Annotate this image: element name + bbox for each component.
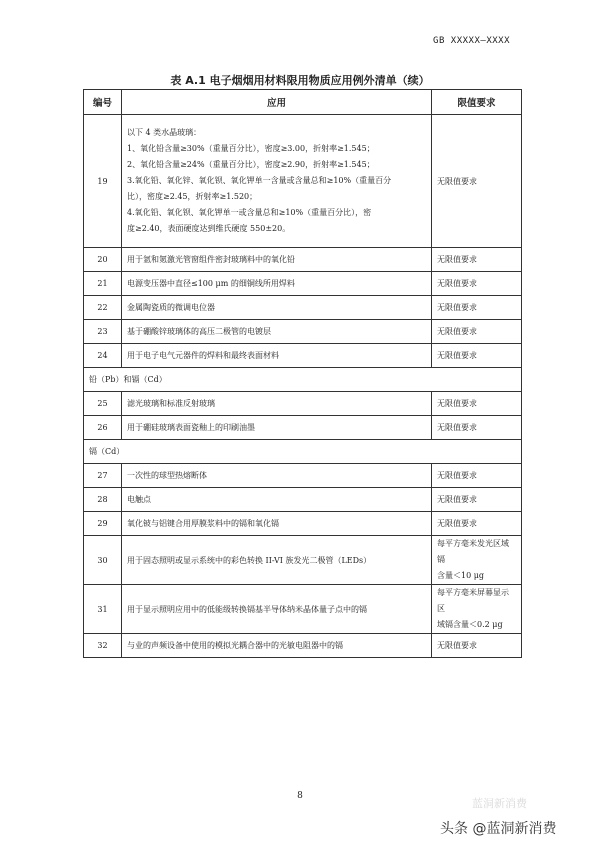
table-row bbox=[84, 634, 522, 658]
row-application: 基于硼酸锌玻璃体的高压二极管的电镀层 bbox=[122, 320, 432, 344]
table-header-row bbox=[84, 90, 522, 115]
table-row bbox=[84, 464, 522, 488]
group-header-row bbox=[84, 368, 522, 392]
row-number: 23 bbox=[84, 320, 122, 344]
row-application: 电源变压器中直径≤100 μm 的细铜线所用焊料 bbox=[122, 272, 432, 296]
row-number: 28 bbox=[84, 488, 122, 512]
table-row bbox=[84, 416, 522, 440]
row-number: 32 bbox=[84, 634, 122, 658]
row-application bbox=[122, 115, 432, 248]
table-row bbox=[84, 248, 522, 272]
table-row bbox=[84, 512, 522, 536]
row-number: 30 bbox=[84, 536, 122, 585]
table-row bbox=[84, 320, 522, 344]
col-header-number: 编号 bbox=[84, 90, 122, 115]
table-row bbox=[84, 536, 522, 585]
row-number: 26 bbox=[84, 416, 122, 440]
row-number: 29 bbox=[84, 512, 122, 536]
table-row bbox=[84, 296, 522, 320]
table-row bbox=[84, 585, 522, 634]
row-number: 20 bbox=[84, 248, 122, 272]
table-row bbox=[84, 488, 522, 512]
limit-line: 含量＜10 μg bbox=[437, 571, 485, 580]
table-row bbox=[84, 115, 522, 248]
limit-line: 每平方毫米发光区域镉 bbox=[437, 539, 509, 564]
row-limit: 无限值要求 bbox=[432, 248, 522, 272]
row-limit: 无限值要求 bbox=[432, 115, 522, 248]
group-label-cadmium: 镉（Cd） bbox=[84, 440, 522, 464]
row-limit bbox=[432, 536, 522, 585]
page-number: 8 bbox=[297, 791, 303, 801]
row-limit: 无限值要求 bbox=[432, 272, 522, 296]
row-limit: 无限值要求 bbox=[432, 392, 522, 416]
row-number: 25 bbox=[84, 392, 122, 416]
row-limit: 无限值要求 bbox=[432, 488, 522, 512]
row-application: 用于显示照明应用中的低能级转换镉基半导体纳米晶体量子点中的镉 bbox=[122, 585, 432, 634]
group-header-row bbox=[84, 440, 522, 464]
row-application: 电触点 bbox=[122, 488, 432, 512]
group-label-lead-cadmium: 铅（Pb）和镉（Cd） bbox=[84, 368, 522, 392]
row-number: 27 bbox=[84, 464, 122, 488]
table-row bbox=[84, 344, 522, 368]
row-limit: 无限值要求 bbox=[432, 416, 522, 440]
application-line: 1、氧化铅含量≥30%（重量百分比），密度≥3.00，折射率≥1.545； bbox=[127, 144, 375, 153]
row-application: 一次性的球型热熔断体 bbox=[122, 464, 432, 488]
row-limit: 无限值要求 bbox=[432, 320, 522, 344]
limit-line: 域镉含量＜0.2 μg bbox=[437, 620, 503, 629]
source-watermark: 头条 @蓝洞新消费 bbox=[440, 821, 557, 837]
row-number: 24 bbox=[84, 344, 122, 368]
row-number: 22 bbox=[84, 296, 122, 320]
row-limit bbox=[432, 585, 522, 634]
row-application: 氧化铍与铝键合用厚膜浆料中的镉和氧化镉 bbox=[122, 512, 432, 536]
limit-line: 每平方毫米屏幕显示区 bbox=[437, 588, 509, 613]
row-application: 用于固态照明或显示系统中的彩色转换 II-VI 族发光二极管（LEDs） bbox=[122, 536, 432, 585]
standard-code: GB XXXXX—XXXX bbox=[433, 36, 510, 46]
row-limit: 无限值要求 bbox=[432, 296, 522, 320]
col-header-limit: 限值要求 bbox=[432, 90, 522, 115]
row-limit: 无限值要求 bbox=[432, 344, 522, 368]
row-application: 用于氩和氪激光管窗组件密封玻璃料中的氧化铅 bbox=[122, 248, 432, 272]
row-application: 金属陶瓷质的微调电位器 bbox=[122, 296, 432, 320]
row-application: 用于硼硅玻璃表面瓷釉上的印刷油墨 bbox=[122, 416, 432, 440]
application-line: 2、氧化铅含量≥24%（重量百分比），密度≥2.90，折射率≥1.545； bbox=[127, 160, 375, 169]
row-number: 21 bbox=[84, 272, 122, 296]
exemption-table bbox=[83, 89, 522, 658]
row-application: 滤光玻璃和标准反射玻璃 bbox=[122, 392, 432, 416]
row-limit: 无限值要求 bbox=[432, 512, 522, 536]
row-number: 31 bbox=[84, 585, 122, 634]
table-title: 表 A.1 电子烟烟用材料限用物质应用例外清单（续） bbox=[170, 74, 430, 87]
application-line: 3.氧化铅、氧化锌、氧化钡、氧化钾单一含量或含量总和≥10%（重量百分 bbox=[127, 176, 392, 185]
table-row bbox=[84, 272, 522, 296]
application-line: 度≥2.40，表面硬度达到维氏硬度 550±20。 bbox=[127, 224, 291, 233]
table-row bbox=[84, 392, 522, 416]
row-application: 与业的声频设备中使用的模拟光耦合器中的光敏电阻器中的镉 bbox=[122, 634, 432, 658]
application-line: 以下 4 类水晶玻璃： bbox=[127, 128, 202, 137]
application-line: 比），密度≥2.45，折射率≥1.520； bbox=[127, 192, 258, 201]
row-application: 用于电子电气元器件的焊料和最终表面材料 bbox=[122, 344, 432, 368]
col-header-application: 应用 bbox=[122, 90, 432, 115]
row-limit: 无限值要求 bbox=[432, 634, 522, 658]
row-limit: 无限值要求 bbox=[432, 464, 522, 488]
row-number: 19 bbox=[84, 115, 122, 248]
faint-watermark: 蓝洞新消费 bbox=[472, 797, 527, 810]
application-line: 4.氧化铅、氧化钡、氧化钾单一或含量总和≥10%（重量百分比），密 bbox=[127, 208, 372, 217]
